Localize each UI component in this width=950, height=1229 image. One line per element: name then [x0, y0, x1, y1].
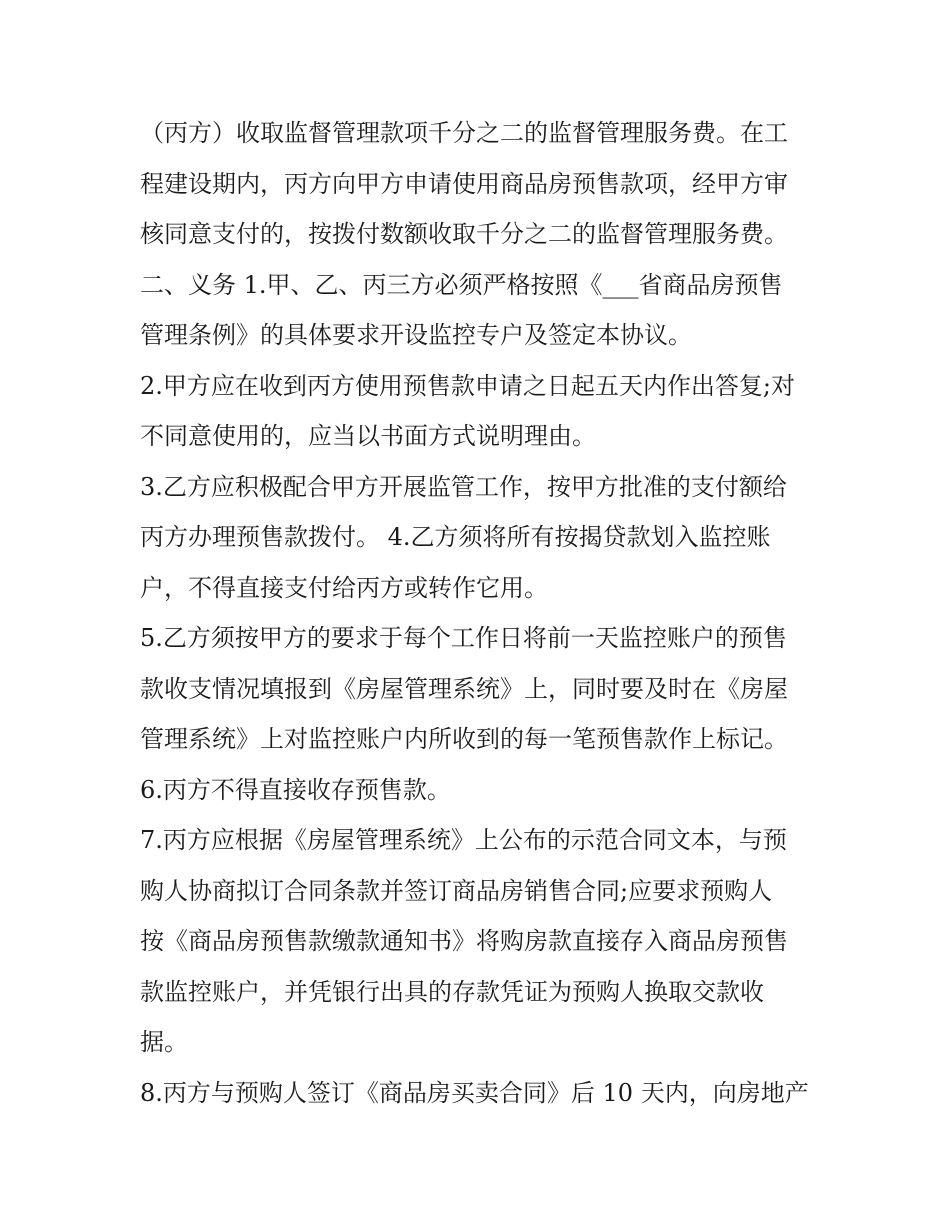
text-line-4: 二、义务 1.甲、乙、丙三方必须严格按照《___省商品房预售: [140, 270, 783, 299]
text-line-19: 据。: [140, 1028, 188, 1056]
document-body: [140, 108, 820, 1118]
text-line-11: 5.乙方须按甲方的要求于每个工作日将前一天监控账户的预售: [140, 624, 787, 652]
text-line-5: 管理条例》的具体要求开设监控专户及签定本协议。: [140, 321, 692, 349]
text-line-17: 按《商品房预售款缴款通知书》将购房款直接存入商品房预售: [140, 927, 788, 955]
text-line-8: 3.乙方应积极配合甲方开展监管工作，按甲方批准的支付额给: [140, 472, 787, 501]
text-line-2: 程建设期内，丙方向甲方申请使用商品房预售款项，经甲方审: [140, 169, 788, 198]
text-line-16: 购人协商拟订合同条款并签订商品房销售合同;应要求预购人: [140, 876, 773, 905]
text-line-1: （丙方）收取监督管理款项千分之二的监督管理服务费。在工: [140, 119, 788, 147]
text-line-3: 核同意支付的，按拨付数额收取千分之二的监督管理服务费。: [140, 220, 788, 248]
text-line-14: 6.丙方不得直接收存预售款。: [140, 775, 451, 804]
text-line-20: 8.丙方与预购人签订《商品房买卖合同》后 10 天内，向房地产: [140, 1078, 809, 1107]
text-line-15: 7.丙方应根据《房屋管理系统》上公布的示范合同文本，与预: [140, 826, 787, 854]
text-line-12: 款收支情况填报到《房屋管理系统》上，同时要及时在《房屋: [140, 674, 788, 703]
text-line-18: 款监控账户，并凭银行出具的存款凭证为预购人换取交款收: [140, 977, 764, 1006]
text-line-9: 丙方办理预售款拨付。 4.乙方须将所有按揭贷款划入监控账: [140, 523, 771, 551]
text-line-13: 管理系统》上对监控账户内所收到的每一笔预售款作上标记。: [140, 725, 788, 753]
text-line-6: 2.甲方应在收到丙方使用预售款申请之日起五天内作出答复;对: [140, 371, 795, 400]
text-line-7: 不同意使用的，应当以书面方式说明理由。: [140, 422, 596, 450]
text-line-10: 户，不得直接支付给丙方或转作它用。: [140, 573, 548, 602]
